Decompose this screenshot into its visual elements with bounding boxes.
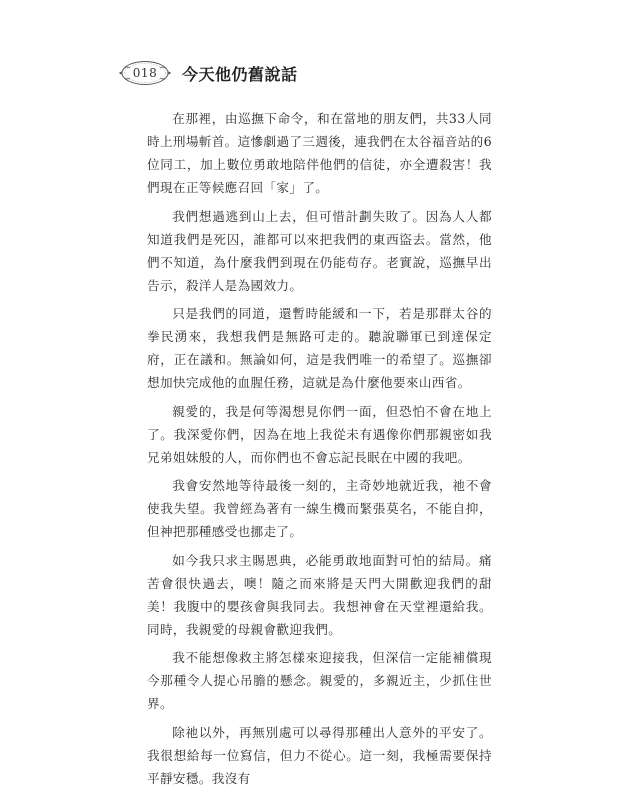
page-number-badge [118,58,172,88]
paragraph: 我會安然地等待最後一刻的，主奇妙地就近我，祂不會使我失望。我曾經為著有一線生機而緊張莫名，不能自抑，但神把那種感受也挪走了。 [147,478,492,539]
chapter-title: 今天他仍舊說話 [182,64,298,84]
paragraph: 我們想過逃到山上去，但可惜計劃失敗了。因為人人都知道我們是死囚，誰都可以來把我們的東西盜去。當然，他們不知道，為什麼我們到現在仍能苟存。老實說，巡撫早出告示，殺洋人是為國效力。 [147,208,492,293]
page-number: 018 [132,66,158,80]
body-text [147,107,492,795]
running-head [118,56,298,90]
paragraph: 我不能想像救主將怎樣來迎接我，但深信一定能補償現今那種令人提心吊膽的懸念。親愛的，多親近主，少抓住世界。 [147,650,492,711]
paragraph: 如今我只求主賜恩典，必能勇敢地面對可怕的結局。痛苦會很快過去，噢！隨之而來將是天門大開歡迎我們的甜美！我腹中的嬰孩會與我同去。我想神會在天堂裡還給我。同時，我親愛的母親會歡迎我們。 [147,552,492,637]
paragraph: 在那裡，由巡撫下命令，和在當地的朋友們，共33人同時上刑場斬首。這慘劇過了三週後，連我們在太谷福音站的6位同工，加上數位勇敢地陪伴他們的信徒，亦全遭殺害！我們現在正等候應召回「家」了。 [147,111,492,195]
paragraph: 親愛的，我是何等渴想見你們一面，但恐怕不會在地上了。我深愛你們，因為在地上我從未有遇像你們那親密如我兄弟姐妹般的人，而你們也不會忘記長眠在中國的我吧。 [147,403,492,465]
paragraph: 除祂以外，再無別處可以尋得那種出人意外的平安了。我很想給每一位寫信，但力不從心。這一刻，我極需要保持平靜安穩。我沒有 [147,724,492,786]
paragraph: 只是我們的同道，還暫時能緩和一下，若是那群太谷的拳民湧來，我想我們是無路可走的。聽說聯軍已到達保定府，正在議和。無論如何，這是我們唯一的希望了。巡撫卻想加快完成他的血腥任務，這就是為什麼他要來山西省。 [147,306,492,390]
